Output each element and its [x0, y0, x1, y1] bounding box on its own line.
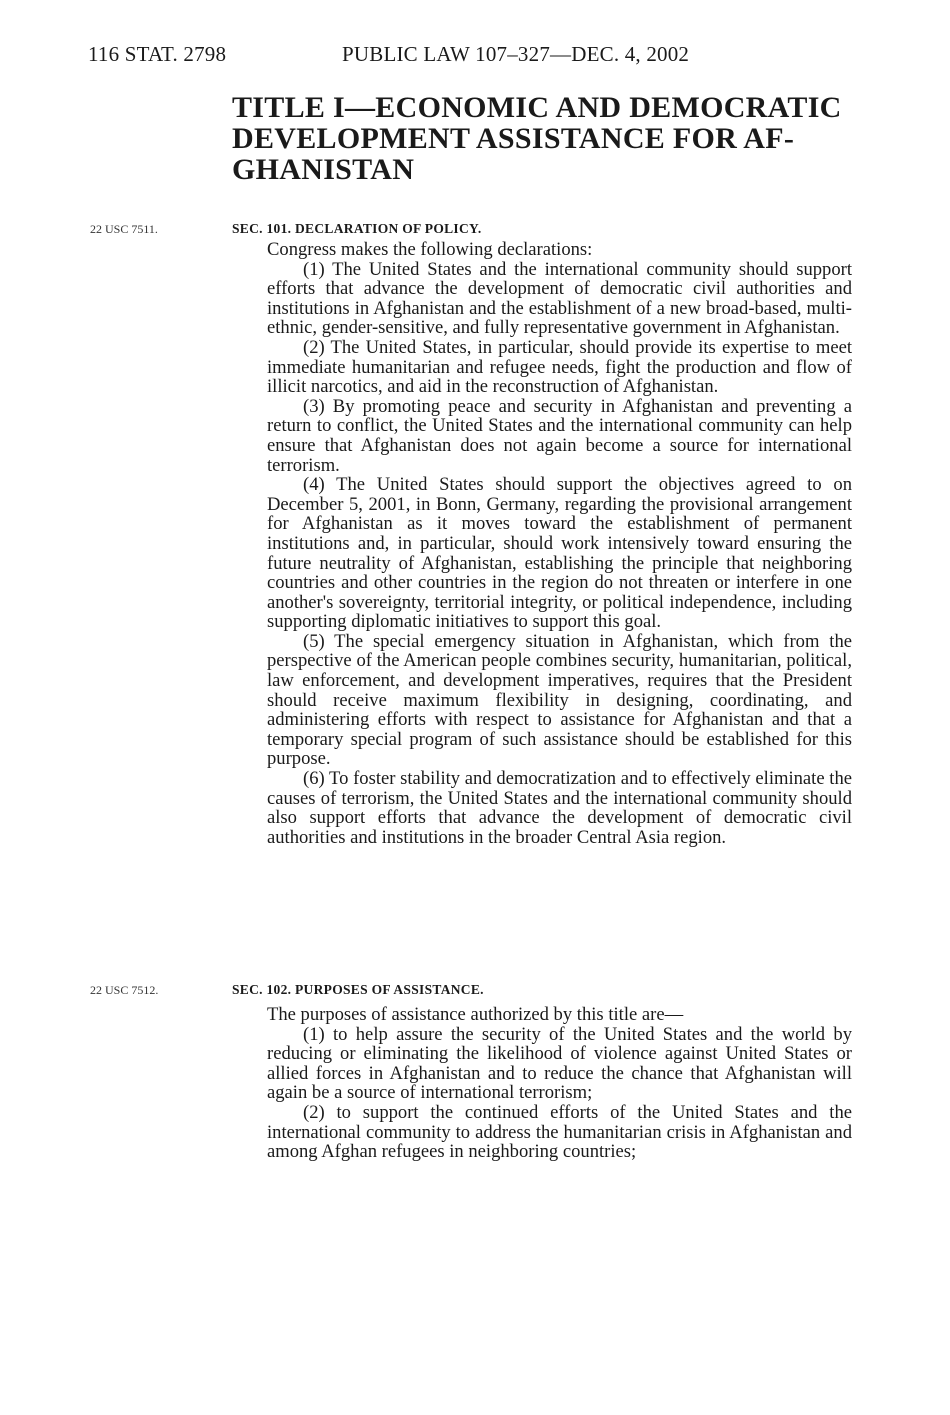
- margin-citation-7511: 22 USC 7511.: [90, 222, 158, 236]
- declaration-paragraph-3: (3) By promoting peace and security in Afghanistan and preventing a return to conflict, the United States and the international community can help ensure that Afghanistan does not again become a source for international terrorism.: [267, 395, 852, 476]
- margin-citation-7512: 22 USC 7512.: [90, 983, 159, 997]
- section-101-body: [267, 240, 852, 847]
- purpose-paragraph-1: (1) to help assure the security of the United States and the world by reducing or eliminating the likelihood of violence against United States or allied forces in Afghanistan and to reduce the chance that Afghanistan will again be a source of international terrorism;: [267, 1023, 852, 1104]
- purpose-paragraph-2: (2) to support the continued efforts of the United States and the international community to address the humanitarian crisis in Afghanistan and among Afghan refugees in neighboring countries;: [267, 1101, 852, 1163]
- section-101-heading: SEC. 101. DECLARATION OF POLICY.: [232, 221, 482, 236]
- public-law-citation: PUBLIC LAW 107–327—DEC. 4, 2002: [342, 42, 690, 66]
- section-102-heading: SEC. 102. PURPOSES OF ASSISTANCE.: [232, 982, 484, 997]
- declaration-paragraph-1: (1) The United States and the international community should support efforts that advance the development of democratic civil authorities and institutions in Afghanistan and the establishment of a new broad-based, multi-ethnic, gender-sensitive, and fully representative government in Afghanistan.: [267, 258, 852, 339]
- declaration-paragraph-6: (6) To foster stability and democratization and to effectively eliminate the causes of terrorism, the United States and the international community should also support efforts that advance the development of democratic civil authorities and institutions in the broader Central Asia region.: [267, 768, 852, 848]
- declaration-paragraph-4: (4) The United States should support the objectives agreed to on December 5, 2001, in Bonn, Germany, regarding the provisional arrangement for Afghanistan as it moves toward the establishment of permanent institutions and, in particular, should work intensively toward ensuring the future neutrality of Afghanistan, establishing the principle that neighboring countries and other countries in the region do not threaten or interfere in one another's sovereignty, territorial integrity, or political independence, including supporting diplomatic initiatives to support this goal.: [267, 474, 852, 633]
- declaration-paragraph-2: (2) The United States, in particular, should provide its expertise to meet immediate humanitarian and refugee needs, fight the production and flow of illicit narcotics, and aid in the reconstruction of Afghanistan.: [267, 336, 852, 398]
- declaration-paragraph-5: (5) The special emergency situation in Afghanistan, which from the perspective of the American people combines security, humanitarian, political, law enforcement, and development imperatives, requires that the President should receive maximum flexibility in designing, coordinating, and administering efforts with respect to assistance for Afghanistan and that a temporary special program of such assistance should be established for this purpose.: [267, 630, 852, 770]
- section-101-intro: Congress makes the following declarations:: [267, 239, 593, 260]
- section-102-intro: The purposes of assistance authorized by this title are—: [267, 1004, 684, 1025]
- section-102-body: [267, 1005, 852, 1162]
- statute-page-number: 116 STAT. 2798: [88, 42, 227, 66]
- title-heading: TITLE I—ECONOMIC AND DEMOCRATIC DEVELOPMENT ASSISTANCE FOR AFGHANISTAN: [232, 91, 842, 186]
